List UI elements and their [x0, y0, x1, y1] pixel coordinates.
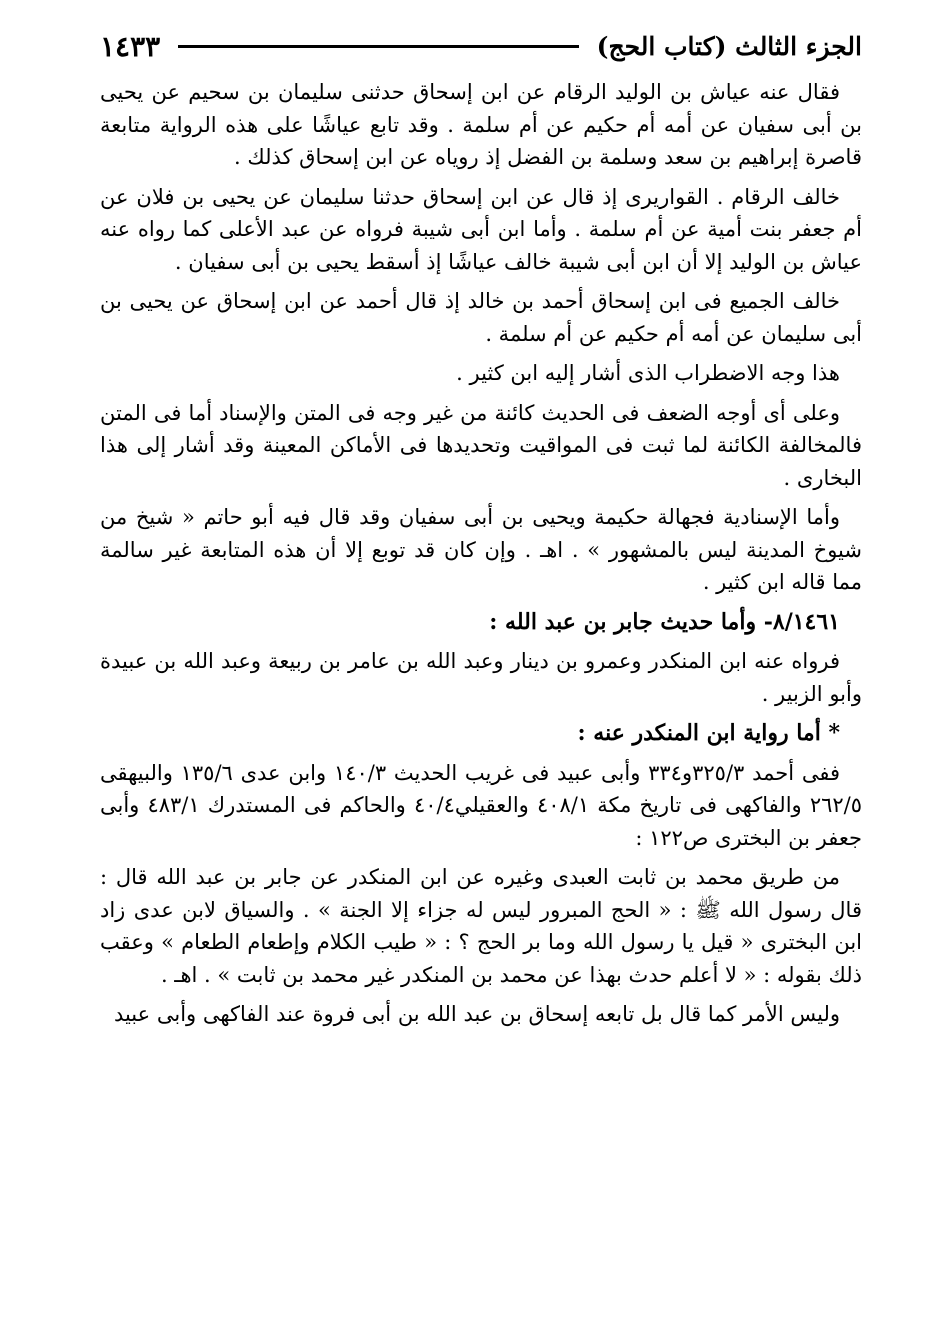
paragraph: فقال عنه عياش بن الوليد الرقام عن ابن إسحاق حدثنى سليمان بن سحيم عن يحيى بن أبى سفيان عن أمه أم حكيم عن أم سلمة . وقد تابع عياشًا على هذه الرواية متابعة قاصرة إبراهيم بن سعد وسلمة بن الفضل إذ روياه عن ابن إسحاق كذلك .: [100, 80, 862, 169]
page-number: ١٤٣٣: [100, 29, 161, 63]
paragraph: خالف الجميع فى ابن إسحاق أحمد بن خالد إذ قال أحمد عن ابن إسحاق عن يحيى بن أبى سليمان عن أمه أم حكيم عن أم سلمة .: [100, 289, 862, 346]
paragraph: من طريق محمد بن ثابت العبدى وغيره عن ابن المنكدر عن جابر بن عبد الله قال : قال رسول الله ﷺ : « الحج المبرور ليس له جزاء إلا الجنة » . والسياق لابن عدى زاد ابن البخترى « قيل يا رسول الله وما بر الحج ؟ : « طيب الكلام وإطعام الطعام » وعقب ذلك بقوله : « لا أعلم حدث بهذا عن محمد بن المنكدر غير محمد بن ثابت » . اهـ .: [100, 865, 862, 987]
section-heading: ٨/١٤٦١- وأما حديث جابر بن عبد الله :: [489, 608, 840, 635]
running-title: الجزء الثالث (كتاب الحج): [596, 31, 862, 61]
paragraph: ففى أحمد ٣٢٥/٣و٣٣٤ وأبى عبيد فى غريب الحديث ١٤٠/٣ وابن عدى ١٣٥/٦ والبيهقى ٢٦٢/٥ والفاكهى فى تاريخ مكة ٤٠٨/١ والعقيلي٤٠/٤ والحاكم فى المستدرك ٤٨٣/١ وأبى جعفر بن البخترى ص١٢٢ :: [100, 760, 863, 850]
subsection-heading: * أما رواية ابن المنكدر عنه :: [577, 720, 840, 746]
paragraph: وأما الإسنادية فجهالة حكيمة ويحيى بن أبى سفيان وقد قال فيه أبو حاتم « شيخ من شيوخ المدينة ليس بالمشهور » . اهـ . وإن كان قد توبع إلا أن هذه المتابعة غير سالمة مما قاله ابن كثير .: [100, 505, 862, 594]
paragraph: فرواه عنه ابن المنكدر وعمرو بن دينار وعبد الله بن عامر بن ربيعة وعبد الله بن عبيدة وأبو الزبير .: [100, 649, 862, 706]
paragraph: خالف الرقام . القواريرى إذ قال عن ابن إسحاق حدثنا سليمان عن يحيى بن فلان عن أم جعفر بنت أمية عن أم سلمة . وأما ابن أبى شيبة فرواه عن عبد الأعلى كما رواه عنه عياش بن الوليد إلا أن ابن أبى شيبة خالف عياشًا إذ أسقط يحيى بن أبى سفيان .: [100, 184, 862, 274]
paragraph: وليس الأمر كما قال بل تابعه إسحاق بن عبد الله بن أبى فروة عند الفاكهى وأبى عبيد: [113, 1002, 840, 1026]
page-body: [100, 76, 862, 1031]
running-header: [100, 26, 862, 66]
paragraph: هذا وجه الاضطراب الذى أشار إليه ابن كثير .: [456, 361, 840, 385]
header-rule: [178, 45, 578, 48]
paragraph: وعلى أى أوجه الضعف فى الحديث كائنة من غير وجه فى المتن والإسناد أما فى المتن فالمخالفة الكائنة لما ثبت فى المواقيت وتحديدها فى الأماكن المعينة وقد أشار إلى هذا البخارى .: [100, 400, 862, 490]
